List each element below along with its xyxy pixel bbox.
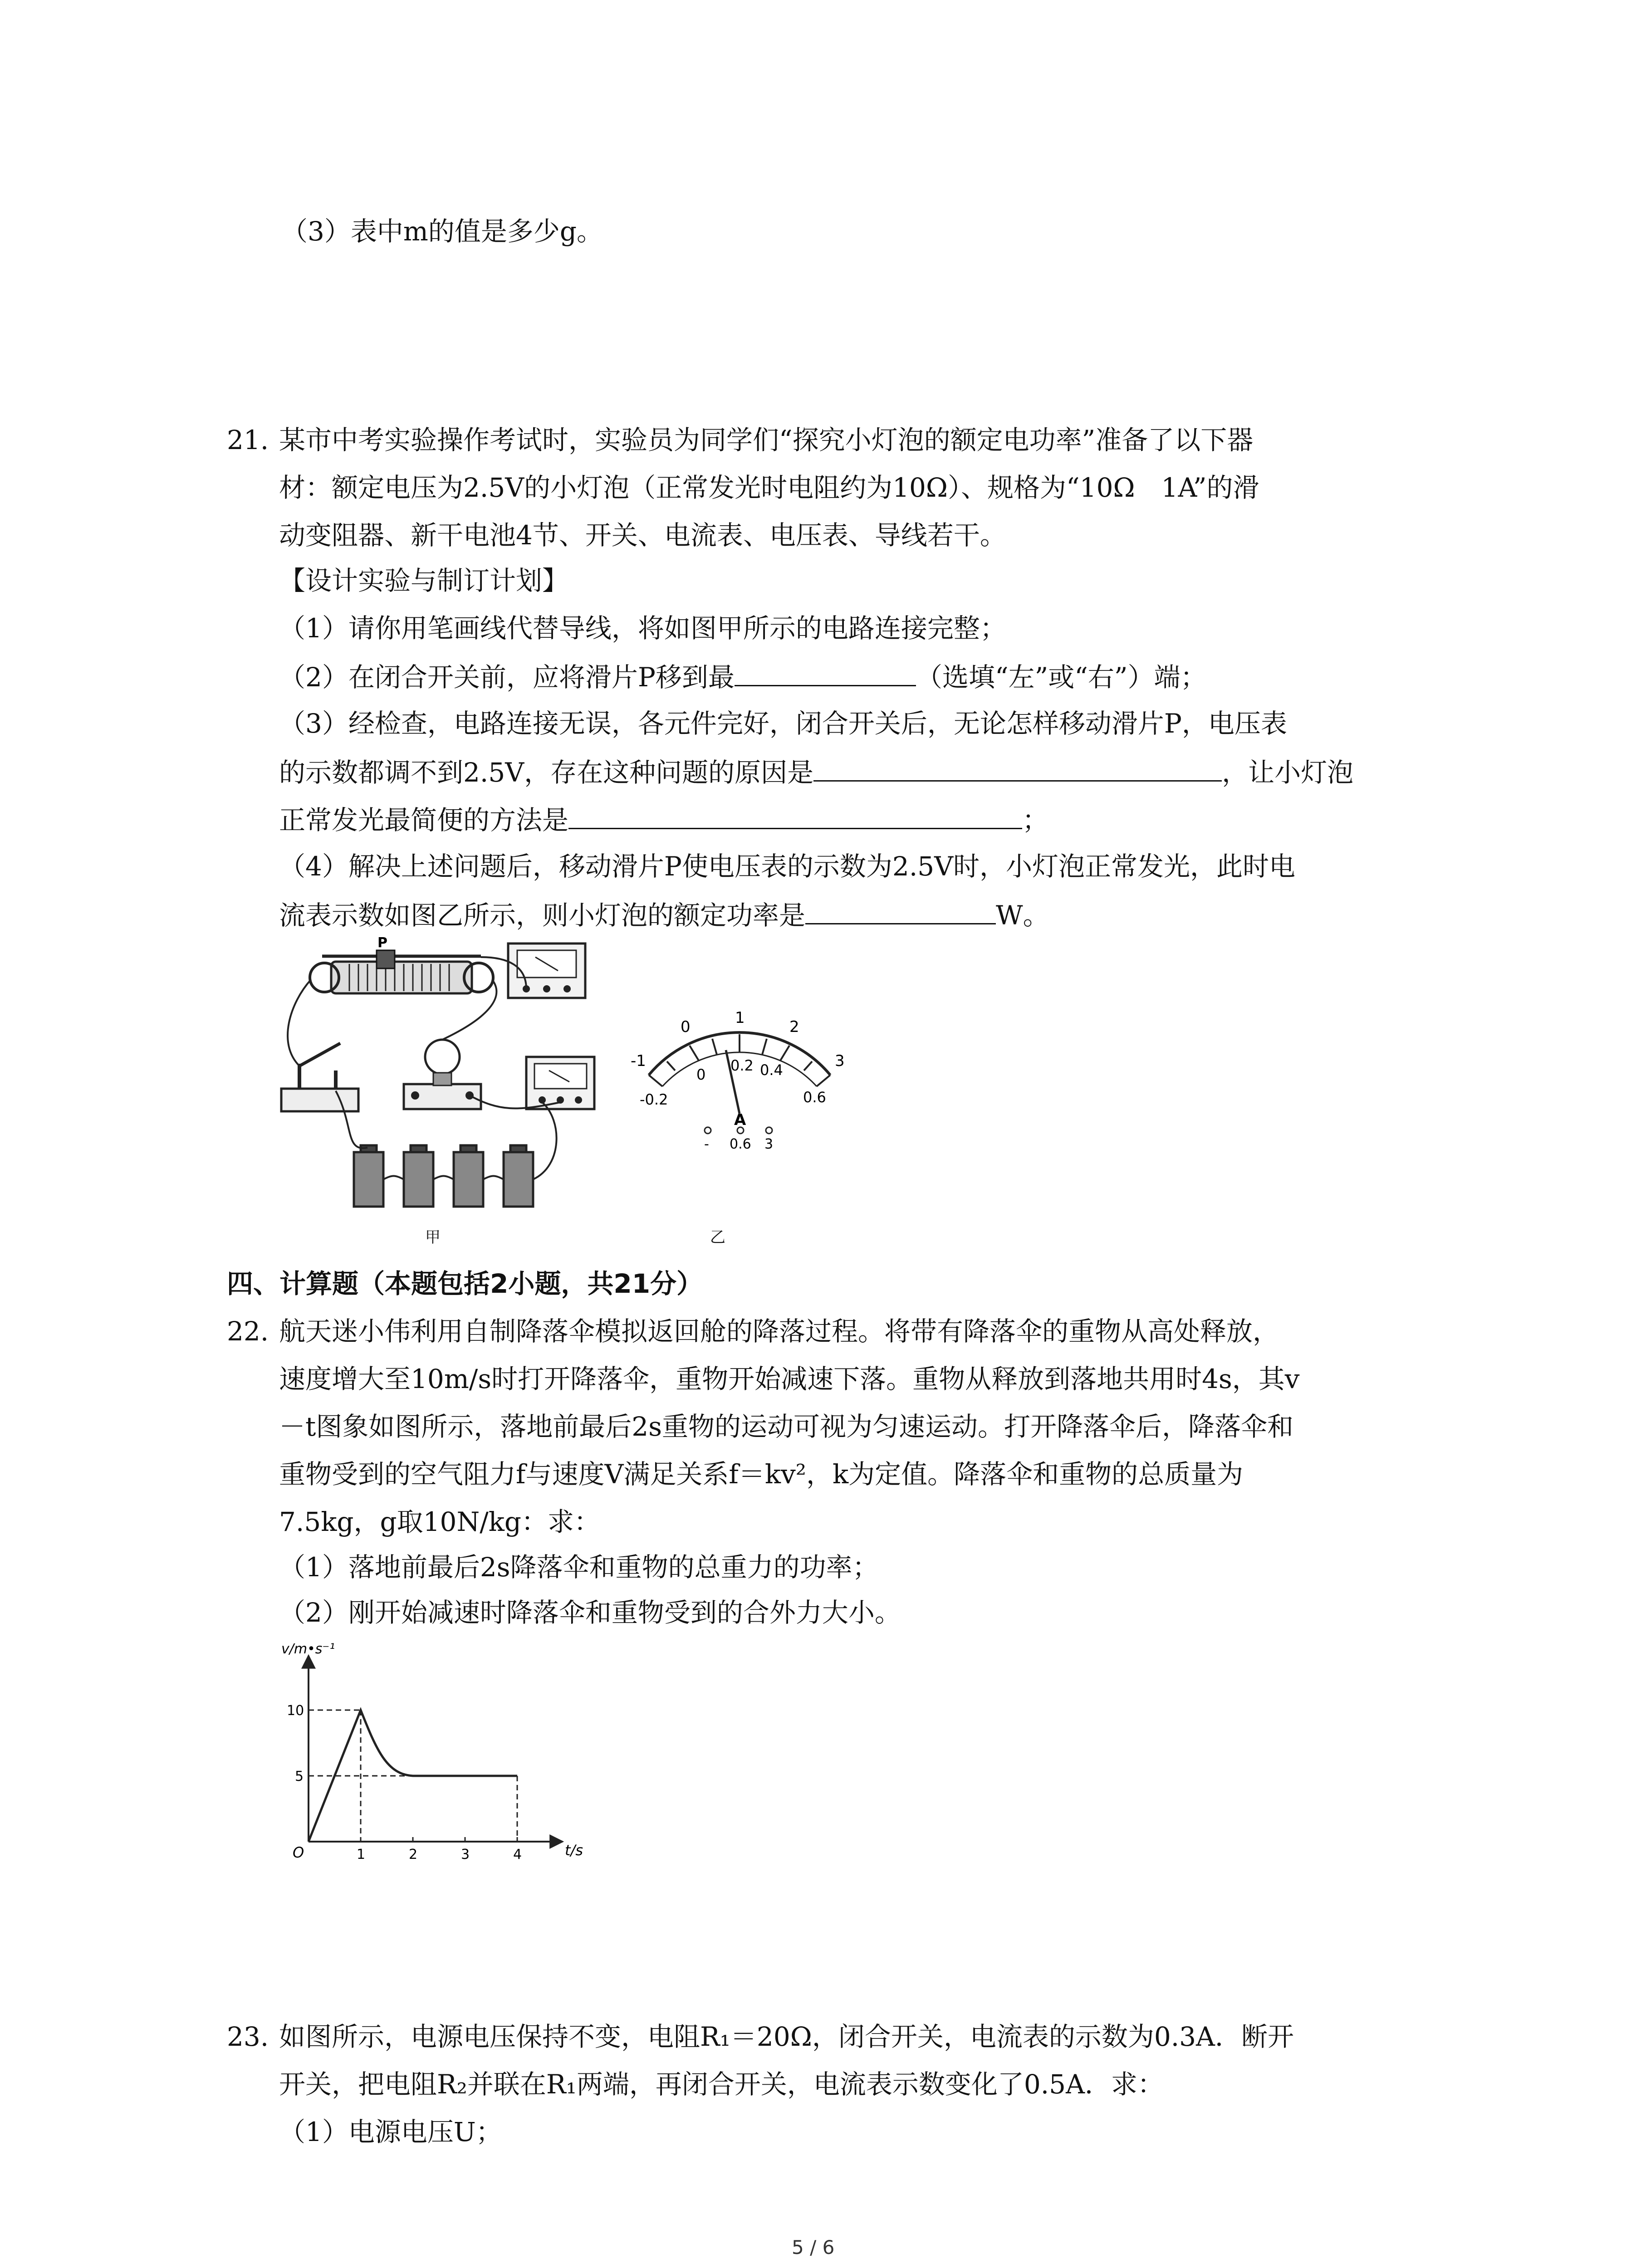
q21-item-3-line-2-text-b: ，让小灯泡	[1222, 757, 1354, 788]
terminal-3: 3	[764, 1136, 774, 1152]
q23-number: 23.	[227, 2021, 269, 2052]
q21-item-3-line-3-text-a: 正常发光最简便的方法是	[279, 805, 569, 836]
answer-blank-3a[interactable]	[813, 753, 1222, 782]
q21-item-3-line-2	[279, 753, 1353, 791]
x-tick-label-1: 1	[357, 1847, 366, 1862]
q22-item-2: （2）刚开始减速时降落伞和重物受到的合外力大小。	[279, 1597, 901, 1628]
q21-item-3-line-3	[279, 801, 1048, 838]
top-scale-1: 1	[735, 1009, 745, 1027]
x-axis-label: t/s	[565, 1842, 583, 1859]
q21-item-4-line-2-text-b: W。	[996, 900, 1049, 931]
top-scale-2: 2	[789, 1018, 799, 1036]
q23-line-1: 如图所示，电源电压保持不变，电阻R₁＝20Ω，闭合开关，电流表的示数为0.3A．断开	[279, 2021, 1294, 2052]
q20-item-3: （3）表中m的值是多少g。	[281, 216, 603, 247]
slider-label: P	[377, 935, 387, 951]
rheostat-icon	[310, 950, 493, 993]
top-scale-0: 0	[681, 1018, 691, 1036]
q21-line-1: 某市中考实验操作考试时，实验员为同学们“探究小灯泡的额定电功率”准备了以下器	[279, 425, 1254, 455]
q22-line-4: 重物受到的空气阻力f与速度V满足关系f＝kv²，k为定值。降落伞和重物的总质量为	[279, 1459, 1244, 1490]
ammeter-dial-figure-yi	[622, 1007, 857, 1152]
q22-line-1: 航天迷小伟利用自制降落伞模拟返回舱的降落过程。将带有降落伞的重物从高处释放，	[279, 1316, 1279, 1347]
terminal-06: 0.6	[730, 1136, 751, 1152]
q21-item-3-line-2-text-a: 的示数都调不到2.5V，存在这种问题的原因是	[279, 757, 814, 788]
q21-item-4-line-2	[279, 896, 1049, 934]
page-number: 5 / 6	[792, 2236, 835, 2258]
switch-icon	[281, 1043, 358, 1111]
y-tick-label-5: 5	[295, 1769, 304, 1784]
q21-item-3-line-1: （3）经检查，电路连接无误，各元件完好，闭合开关后，无论怎样移动滑片P，电压表	[279, 708, 1287, 739]
q21-number: 21.	[227, 425, 269, 455]
top-scale-minus1: -1	[631, 1052, 646, 1070]
figure-yi-caption: 乙	[710, 1228, 725, 1246]
q21-item-2-text-b: （选填“左”或“右”）端；	[916, 662, 1207, 693]
figure-jia-caption: 甲	[425, 1228, 441, 1246]
q21-item-2-text-a: （2）在闭合开关前，应将滑片P移到最	[279, 662, 735, 693]
q21-item-4-line-1: （4）解决上述问题后，移动滑片P使电压表的示数为2.5V时，小灯泡正常发光，此时电	[279, 851, 1296, 882]
bottom-scale-04: 0.4	[760, 1061, 783, 1079]
section-4-title: 四、计算题（本题包括2小题，共21分）	[227, 1268, 703, 1299]
y-tick-label-10: 10	[287, 1703, 304, 1719]
q21-item-3-line-3-text-b: ；	[1022, 805, 1049, 836]
answer-blank-2[interactable]	[735, 658, 916, 686]
q22-line-2: 速度增大至10m/s时打开降落伞，重物开始减速下落。重物从释放到落地共用时4s，其v	[279, 1364, 1300, 1394]
bottom-scale-0: 0	[696, 1066, 706, 1083]
chart-ticks	[287, 1703, 522, 1862]
ammeter-letter: A	[734, 1111, 746, 1129]
q22-item-1: （1）落地前最后2s降落伞和重物的总重力的功率；	[279, 1552, 879, 1583]
top-scale-3: 3	[835, 1052, 845, 1070]
q21-item-1: （1）请你用笔画线代替导线，将如图甲所示的电路连接完整；	[279, 613, 1006, 644]
q22-line-3: －t图象如图所示，落地前最后2s重物的运动可视为匀速运动。打开降落伞后，降落伞和	[279, 1411, 1293, 1442]
q21-line-2: 材：额定电压为2.5V的小灯泡（正常发光时电阻约为10Ω）、规格为“10Ω 1A”的滑	[279, 472, 1259, 503]
x-tick-label-4: 4	[513, 1847, 522, 1862]
q22-number: 22.	[227, 1316, 269, 1347]
velocity-time-chart	[272, 1642, 617, 1860]
bottom-scale-02: 0.2	[730, 1057, 754, 1074]
q21-item-4-line-2-text-a: 流表示数如图乙所示，则小灯泡的额定功率是	[279, 900, 806, 931]
answer-blank-4[interactable]	[805, 896, 996, 924]
origin-label: O	[293, 1844, 304, 1861]
bottom-scale-minus02: -0.2	[640, 1091, 668, 1108]
y-axis-label: v/m•s⁻¹	[281, 1641, 335, 1657]
x-tick-label-3: 3	[461, 1847, 470, 1862]
q21-line-3: 动变阻器、新干电池4节、开关、电流表、电压表、导线若干。	[279, 520, 1006, 551]
circuit-figure-jia	[272, 935, 635, 1220]
lamp-icon	[404, 1040, 481, 1109]
q23-item-1: （1）电源电压U；	[279, 2116, 502, 2147]
x-tick-label-2: 2	[409, 1847, 418, 1862]
terminal-minus: -	[704, 1136, 709, 1152]
ammeter-device-icon	[526, 1057, 594, 1109]
answer-blank-3b[interactable]	[568, 801, 1022, 829]
q21-section-heading: 【设计实验与制订计划】	[279, 565, 569, 596]
q22-line-5: 7.5kg，g取10N/kg：求：	[279, 1506, 601, 1537]
bottom-scale-06: 0.6	[803, 1089, 826, 1106]
q23-line-2: 开关，把电阻R₂并联在R₁两端，再闭合开关，电流表示数变化了0.5A．求：	[279, 2069, 1164, 2100]
q21-item-2	[279, 658, 1207, 695]
